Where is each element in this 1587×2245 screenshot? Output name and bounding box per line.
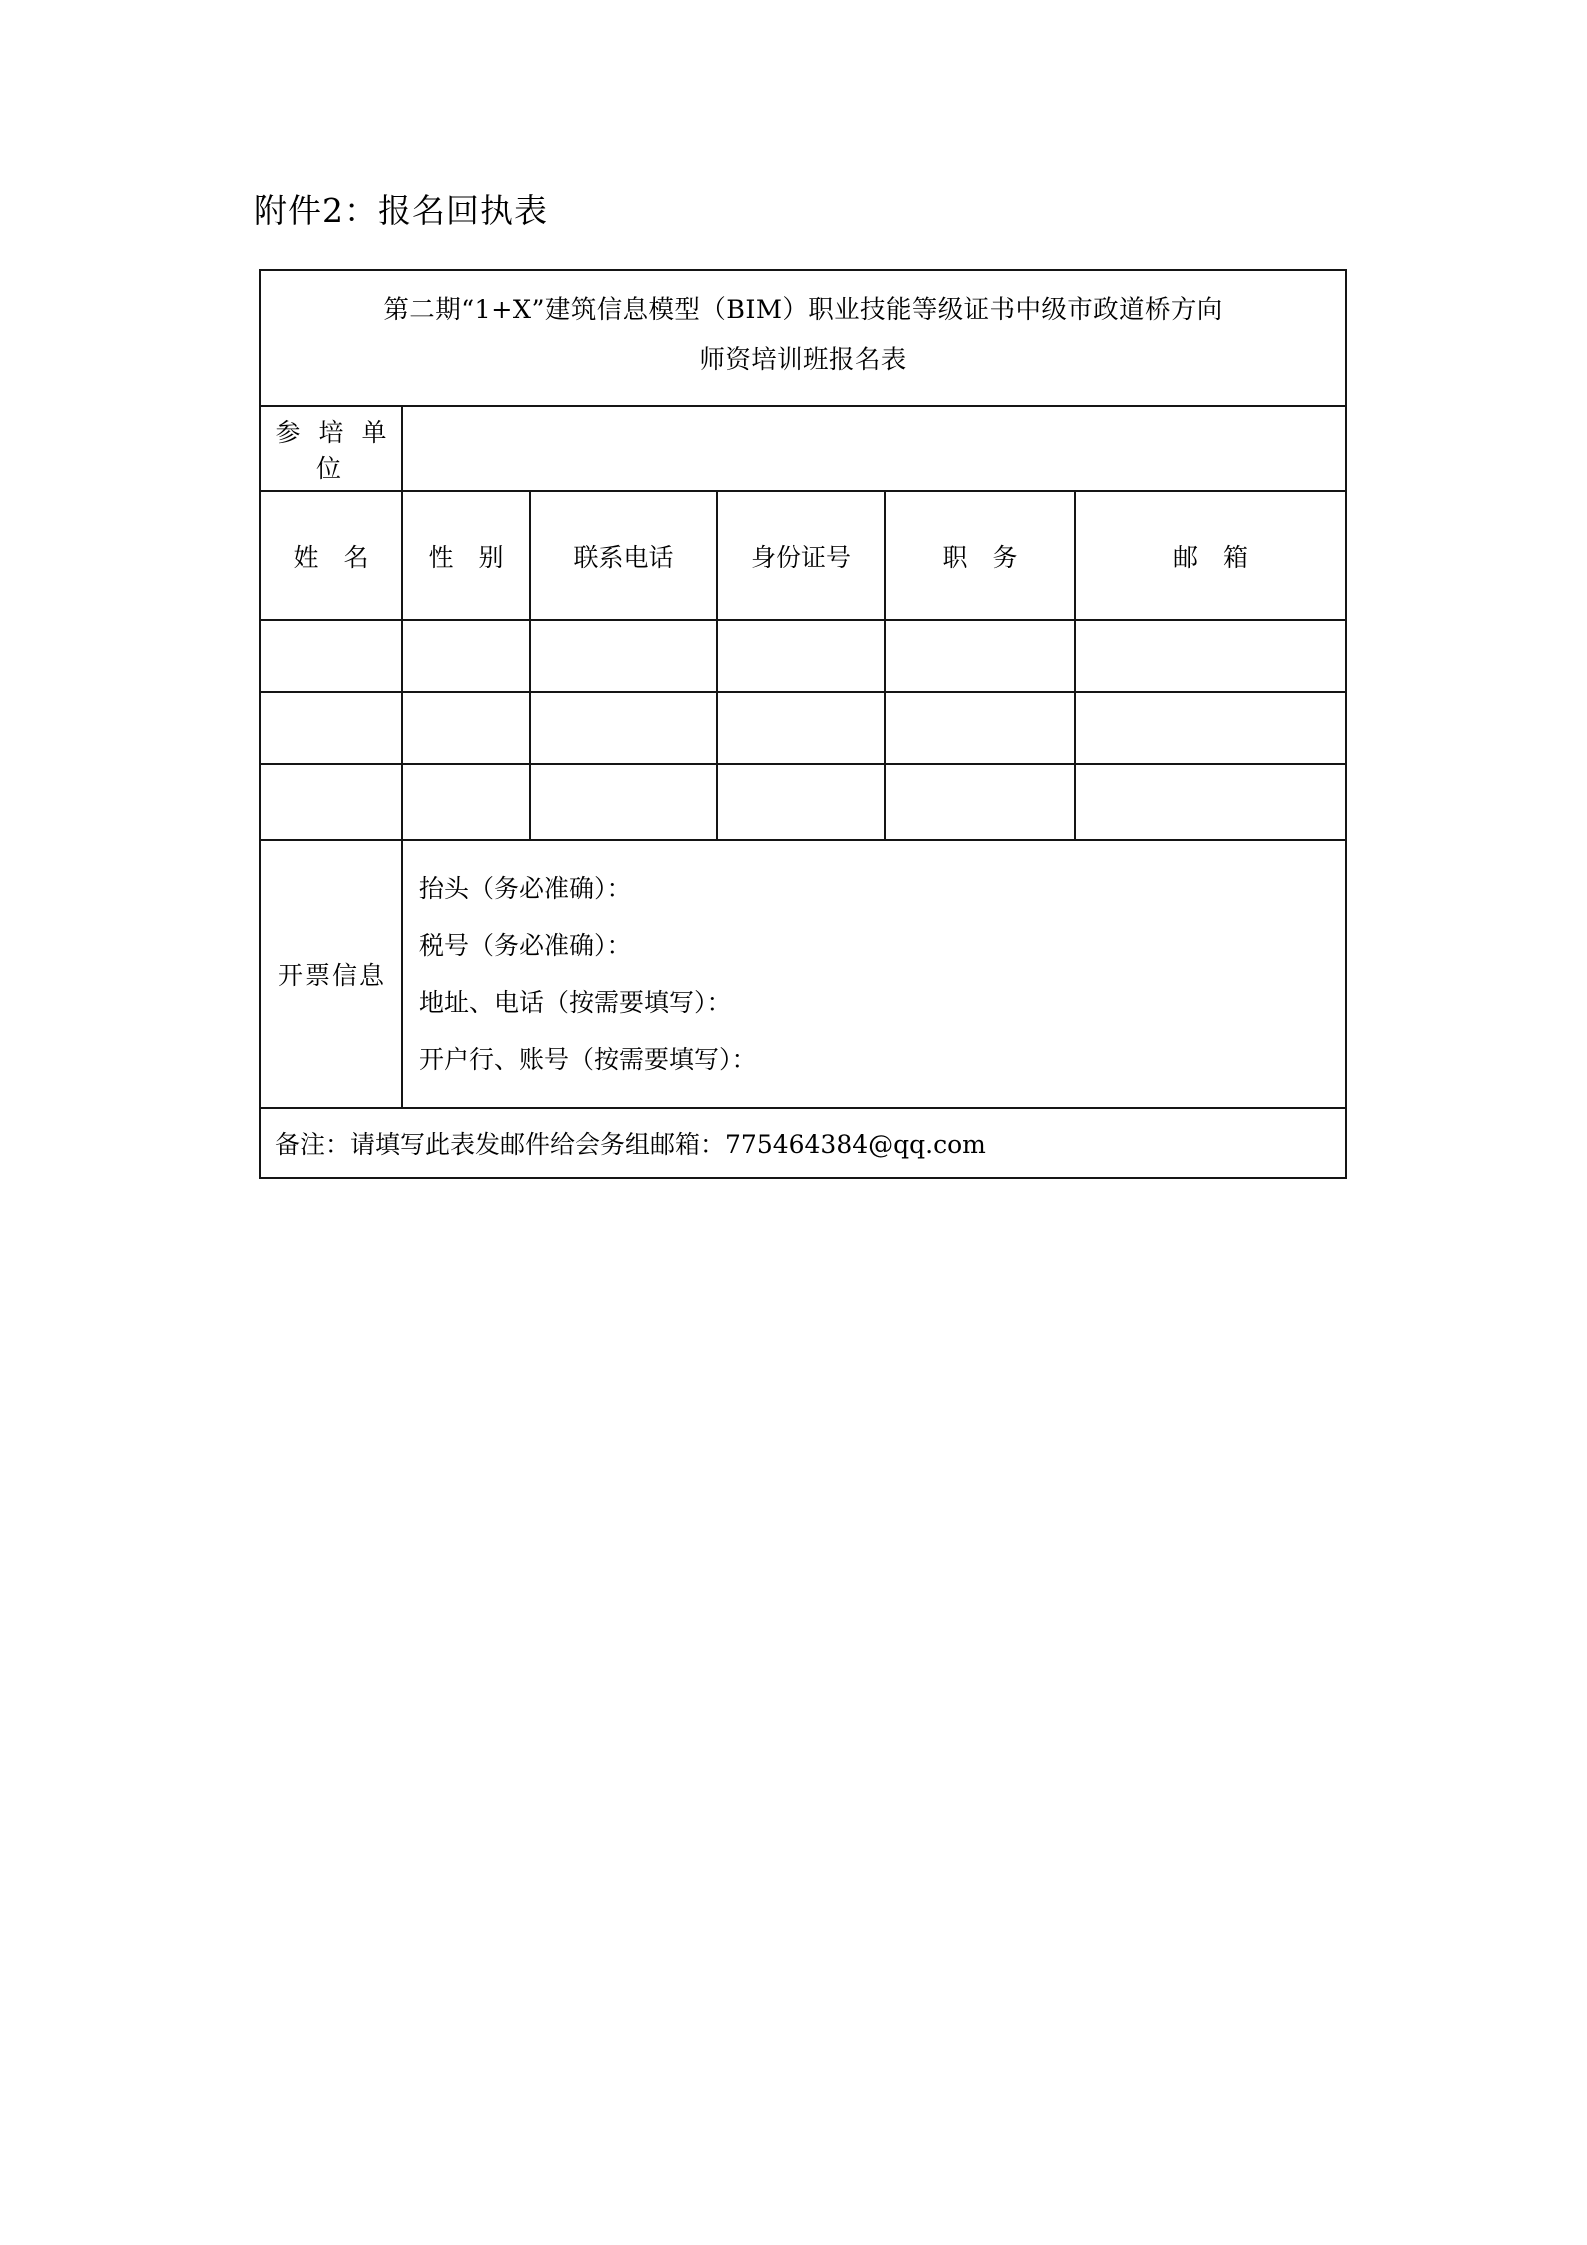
cell-name[interactable] <box>260 620 402 692</box>
invoice-info-label: 开票信息 <box>260 840 402 1108</box>
table-row <box>260 692 1346 764</box>
cell-phone[interactable] <box>530 620 717 692</box>
page-title: 附件2：报名回执表 <box>254 191 548 230</box>
column-header-id-number: 身份证号 <box>717 491 885 620</box>
cell-id-number[interactable] <box>717 692 885 764</box>
column-header-phone: 联系电话 <box>530 491 717 620</box>
form-title-row <box>260 270 1346 406</box>
form-title-line-1: 第二期“1+X”建筑信息模型（BIM）职业技能等级证书中级市政道桥方向 <box>383 295 1223 326</box>
cell-gender[interactable] <box>402 764 530 840</box>
remark-text: 备注：请填写此表发邮件给会务组邮箱：775464384@qq.com <box>260 1108 1346 1178</box>
cell-position[interactable] <box>885 692 1075 764</box>
form-title-cell <box>260 270 1346 406</box>
cell-phone[interactable] <box>530 692 717 764</box>
registration-table <box>259 269 1347 1179</box>
cell-gender[interactable] <box>402 692 530 764</box>
column-header-name: 姓 名 <box>260 491 402 620</box>
participating-unit-row <box>260 406 1346 491</box>
cell-email[interactable] <box>1075 764 1346 840</box>
cell-phone[interactable] <box>530 764 717 840</box>
remark-row <box>260 1108 1346 1178</box>
invoice-line-title[interactable]: 抬头（务必准确）： <box>419 874 632 903</box>
table-row <box>260 620 1346 692</box>
cell-position[interactable] <box>885 764 1075 840</box>
column-header-gender: 性 别 <box>402 491 530 620</box>
cell-name[interactable] <box>260 692 402 764</box>
invoice-line-address-phone[interactable]: 地址、电话（按需要填写）： <box>419 988 732 1017</box>
invoice-line-tax-number[interactable]: 税号（务必准确）： <box>419 931 632 960</box>
cell-name[interactable] <box>260 764 402 840</box>
invoice-line-bank-account[interactable]: 开户行、账号（按需要填写）： <box>419 1045 757 1074</box>
form-title-line-2: 师资培训班报名表 <box>699 345 907 375</box>
column-header-position: 职 务 <box>885 491 1075 620</box>
cell-position[interactable] <box>885 620 1075 692</box>
cell-id-number[interactable] <box>717 764 885 840</box>
cell-gender[interactable] <box>402 620 530 692</box>
invoice-info-body <box>402 840 1346 1108</box>
table-row <box>260 764 1346 840</box>
participating-unit-value[interactable] <box>402 406 1346 491</box>
cell-id-number[interactable] <box>717 620 885 692</box>
table-header-row <box>260 491 1346 620</box>
invoice-info-row <box>260 840 1346 1108</box>
registration-form <box>259 269 1345 1179</box>
cell-email[interactable] <box>1075 620 1346 692</box>
column-header-email: 邮 箱 <box>1075 491 1346 620</box>
cell-email[interactable] <box>1075 692 1346 764</box>
participating-unit-label: 参 培 单 位 <box>260 406 402 491</box>
